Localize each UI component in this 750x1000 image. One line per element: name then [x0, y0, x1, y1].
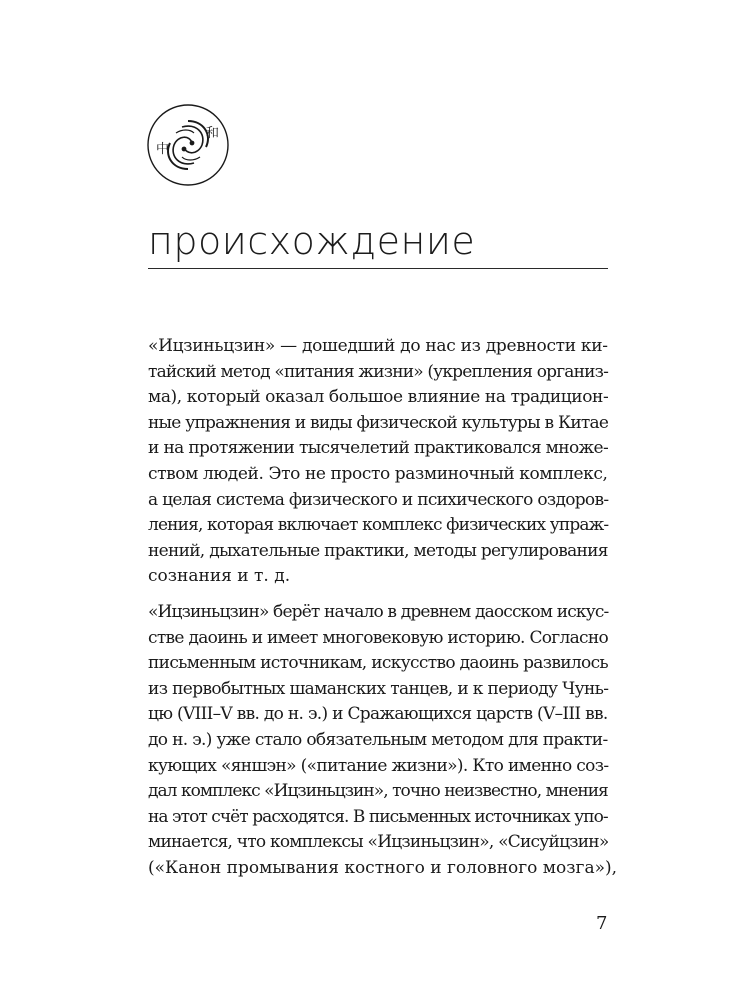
chapter-title: происхождение	[148, 219, 476, 263]
text-line: минается, что комплексы «Ицзиньцзин», «Сисуйцзин»	[148, 832, 609, 853]
text-line: ством людей. Это не просто разминочный комплекс,	[148, 463, 608, 484]
body-paragraph-1	[148, 334, 608, 590]
text-line: тайский метод «питания жизни» (укрепления организ-	[148, 361, 608, 382]
text-line: «Ицзиньцзин» — дошедший до нас из древности ки-	[148, 336, 608, 356]
page-number: 7	[596, 913, 608, 934]
text-line: на этот счёт расходятся. В письменных источниках упо-	[148, 806, 608, 827]
title-divider	[148, 268, 608, 269]
text-line: ления, которая включает комплекс физических упраж-	[148, 515, 609, 536]
text-line: сознания и т. д.	[148, 566, 291, 587]
text-line: кующих «яншэн» («питание жизни»). Кто именно соз-	[148, 755, 609, 776]
body-paragraph-2	[148, 600, 618, 882]
text-line: а целая система физического и психического оздоров-	[148, 489, 609, 510]
text-line: «Ицзиньцзин» берёт начало в древнем даосском искус-	[148, 602, 609, 622]
text-line: из первобытных шаманских танцев, и к периоду Чунь-	[148, 678, 609, 699]
emblem-glyph-right: 和	[206, 126, 220, 141]
text-line: письменным источникам, искусство даоинь развилось	[148, 653, 609, 674]
text-line: и на протяжении тысячелетий практиковался множе-	[148, 438, 609, 459]
text-line: ные упражнения и виды физической культуры в Китае	[148, 412, 609, 433]
text-line: ма), который оказал большое влияние на традицион-	[148, 387, 609, 408]
text-line: до н. э.) уже стало обязательным методом для практи-	[148, 729, 608, 750]
text-line: дал комплекс «Ицзиньцзин», точно неизвестно, мнения	[148, 781, 608, 802]
text-line: («Канон промывания костного и головного мозга»),	[148, 857, 618, 878]
emblem-glyph-left: 中	[156, 142, 170, 157]
text-line: нений, дыхательные практики, методы регулирования	[148, 540, 608, 561]
text-line: стве даоинь и имеет многовековую историю. Согласно	[148, 627, 609, 648]
yin-yang-spiral-emblem-icon	[146, 103, 230, 187]
text-line: цю (VIII–V вв. до н. э.) и Сражающихся царств (V–III вв.	[148, 704, 608, 725]
